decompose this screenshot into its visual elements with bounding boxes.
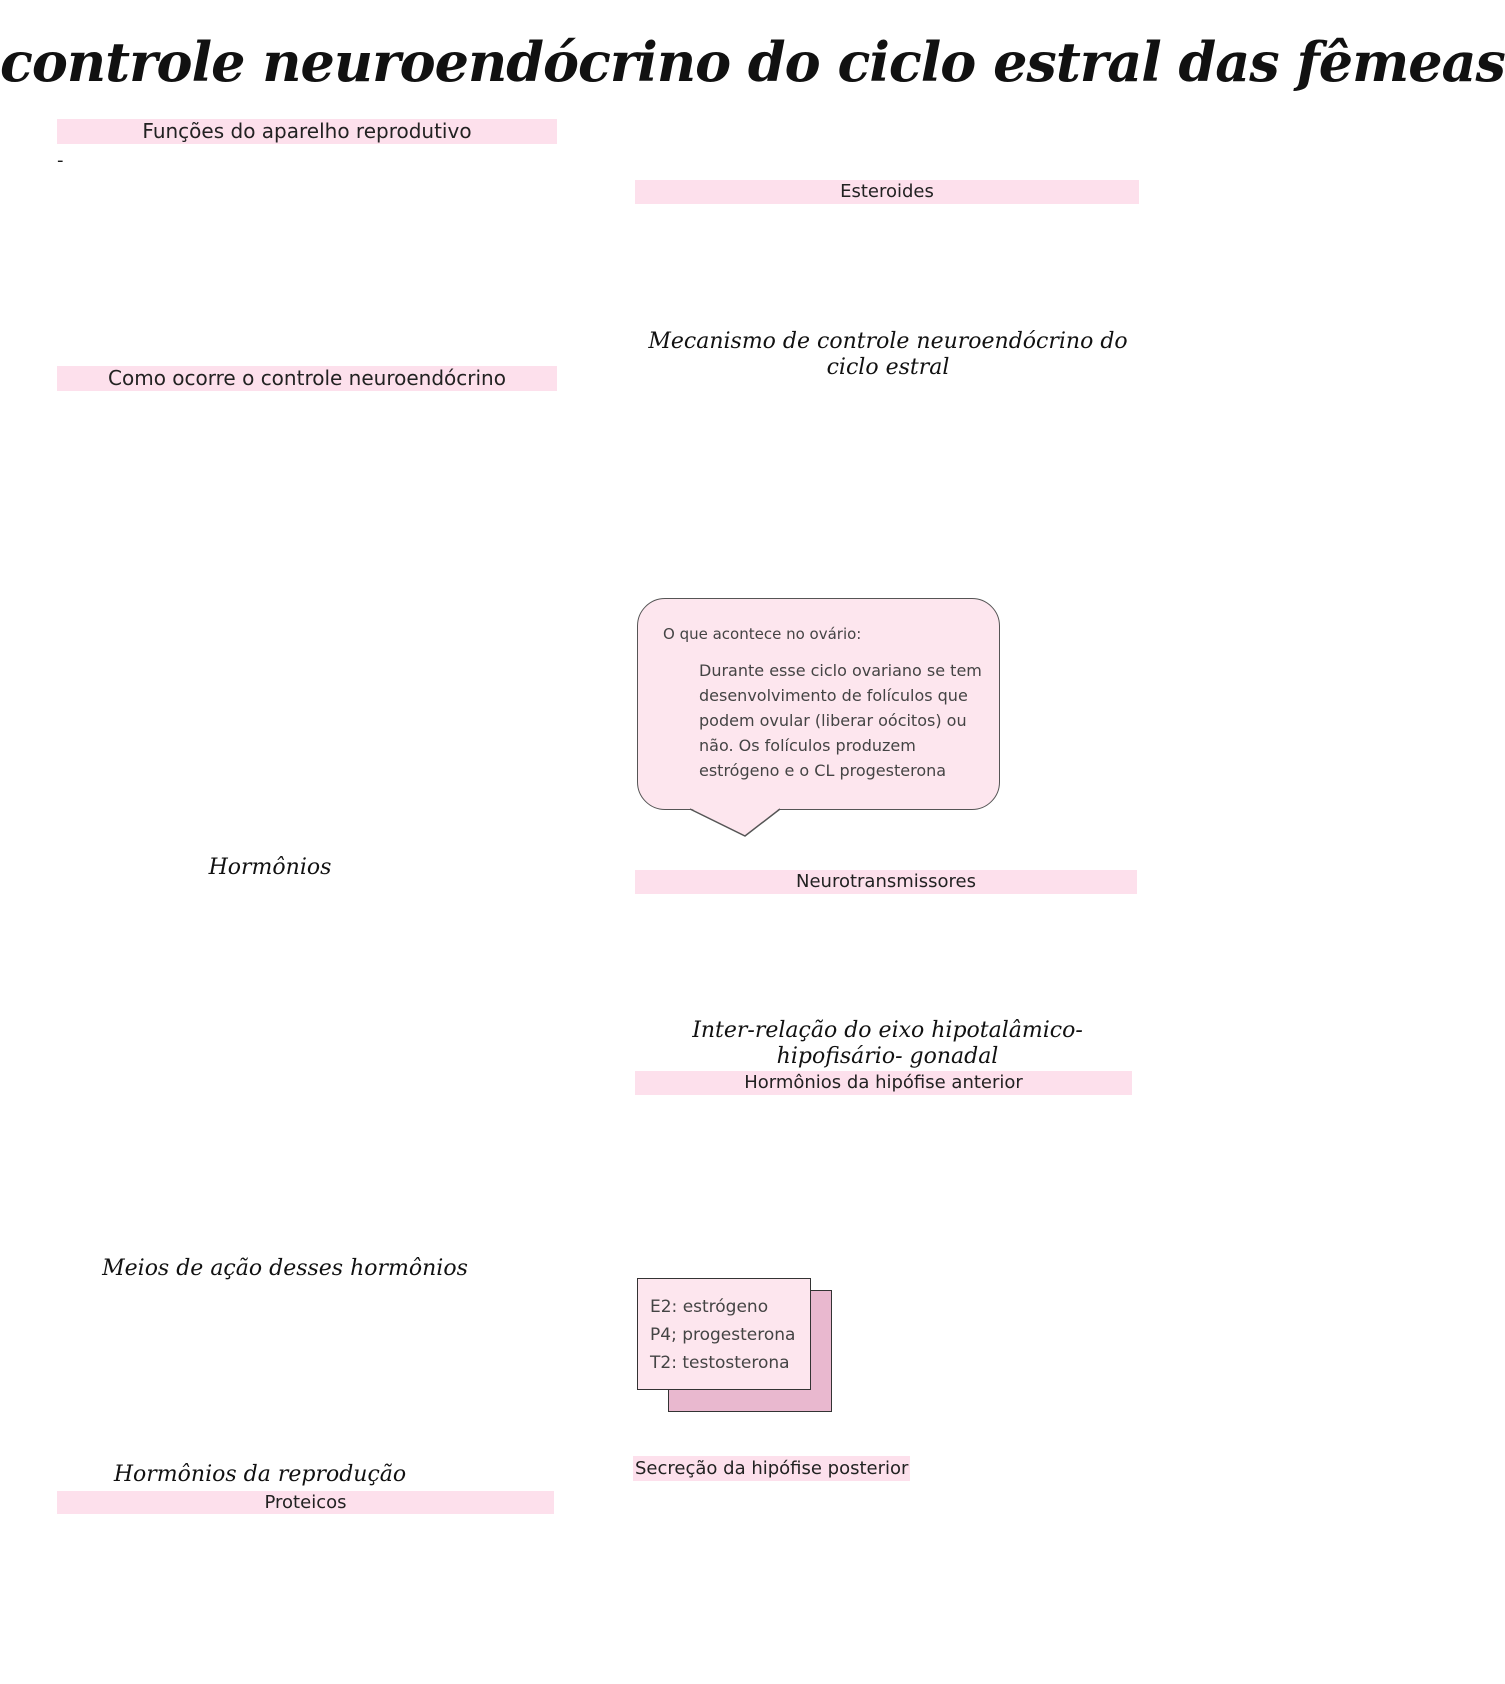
speech-bubble-ovario (637, 598, 1000, 810)
subheading-interrelacao: Inter-relação do eixo hipotalâmico- hipofisário- gonadal (692, 1018, 1083, 1069)
section-heading-hipofise-anterior: Hormônios da hipófise anterior (635, 1071, 1132, 1095)
subheading-mecanismo: Mecanismo de controle neuroendócrino do ciclo estral (648, 329, 1128, 380)
subheading-hormonios: Hormônios (208, 855, 332, 880)
section-heading-hipofise-posterior: Secreção da hipófise posterior (635, 1458, 909, 1479)
bullet-dash: - (57, 150, 64, 171)
subheading-hormonios-reproducao: Hormônios da reprodução (113, 1462, 407, 1487)
section-heading-funcoes: Funções do aparelho reprodutivo (57, 119, 557, 144)
section-heading-como-ocorre: Como ocorre o controle neuroendócrino (57, 366, 557, 391)
bubble-intro-text: O que acontece no ovário: (663, 625, 862, 643)
card-line-e2: E2: estrógeno (650, 1297, 769, 1317)
card-line-p4: P4; progesterona (650, 1325, 796, 1345)
section-heading-proteicos: Proteicos (57, 1491, 554, 1514)
subheading-meios: Meios de ação desses hormônios (102, 1256, 468, 1281)
bubble-body-text: Durante esse ciclo ovariano se tem desenvolvimento de folículos que podem ovular (liberar oócitos) ou não. Os folículos produzem estrógeno e o CL progesterona (699, 661, 982, 780)
hormone-abbreviations-card (637, 1278, 811, 1390)
section-heading-neurotransmissores: Neurotransmissores (635, 870, 1137, 894)
bubble-tail-shape (690, 808, 780, 838)
section-heading-esteroides: Esteroides (635, 180, 1139, 204)
card-line-t2: T2: testosterona (650, 1353, 790, 1373)
page-title: controle neuroendócrino do ciclo estral das fêmeas (0, 30, 1505, 94)
